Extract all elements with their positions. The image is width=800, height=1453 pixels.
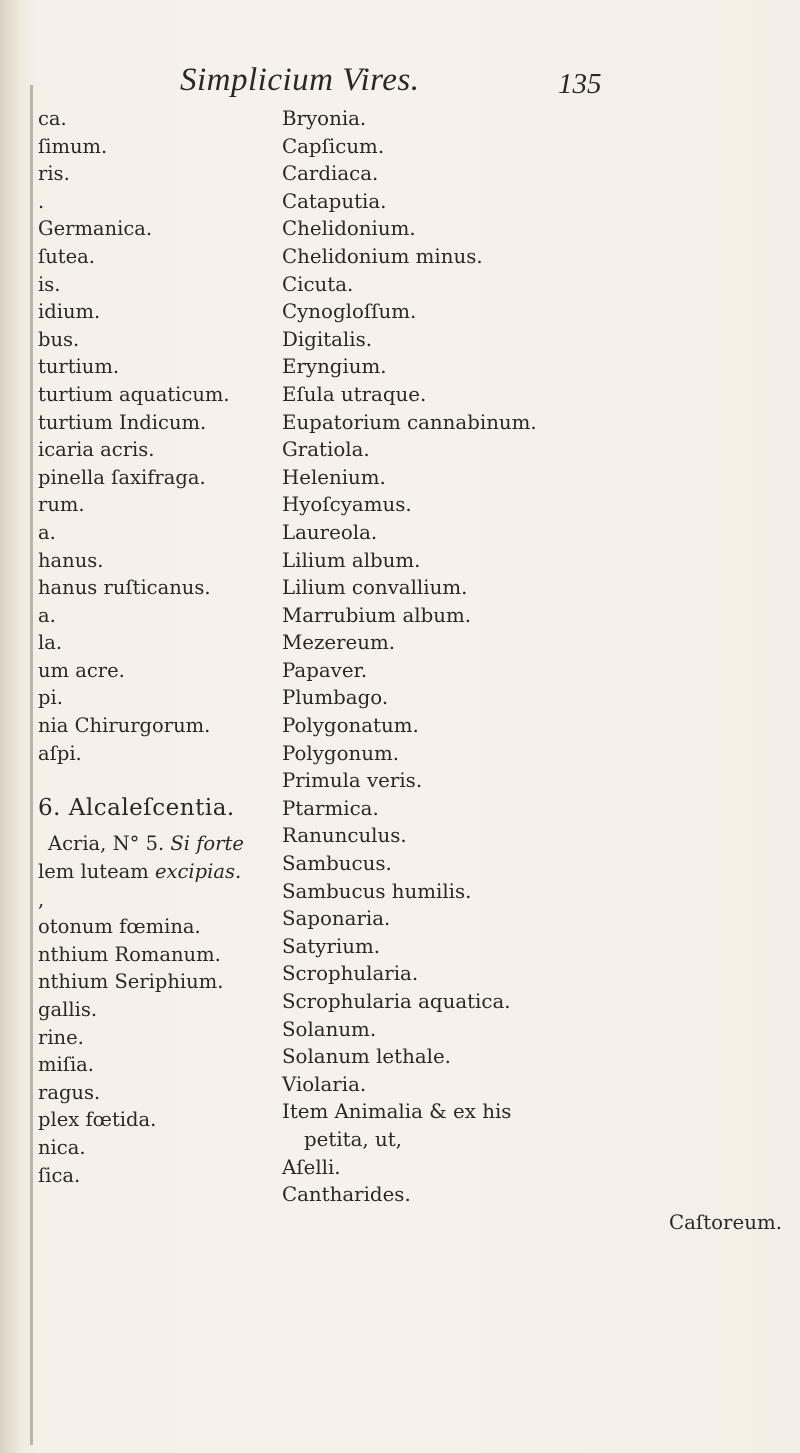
list-item: Satyrium.: [282, 934, 381, 958]
list-item: Eryngium.: [282, 355, 387, 379]
spacer: [38, 822, 278, 830]
list-item: bus.: [38, 327, 80, 351]
page-number: 135: [558, 68, 602, 100]
list-item: Chelidonium.: [282, 217, 416, 241]
list-item: miſia.: [38, 1053, 95, 1077]
list-item: is.: [38, 272, 61, 296]
list-item: la.: [38, 631, 63, 655]
list-item: Polygonatum.: [282, 714, 419, 738]
list-item: Marrubium album.: [282, 603, 472, 627]
list-item: Sambucus.: [282, 852, 392, 876]
list-item: Primula veris.: [282, 769, 423, 793]
list-item: rine.: [38, 1025, 84, 1049]
list-item: idium.: [38, 300, 101, 324]
si-forte-text: Si forte: [170, 832, 244, 856]
list-item: otonum fœmina.: [38, 915, 201, 939]
right-column: [282, 105, 792, 1236]
catchword: Caſtoreum.: [668, 1210, 782, 1234]
list-item: icaria acris.: [38, 438, 155, 462]
list-item: Bryonia.: [282, 107, 367, 130]
list-item: Helenium.: [282, 465, 386, 489]
list-item: Laureola.: [282, 520, 378, 544]
list-item: aſpi.: [38, 741, 82, 765]
list-item: Chelidonium minus.: [282, 244, 483, 268]
list-item: turtium.: [38, 355, 120, 379]
list-item: Polygonum.: [282, 741, 400, 765]
column-rule: [30, 85, 33, 1445]
list-item: ſutea.: [38, 244, 95, 268]
book-gutter: [0, 0, 20, 1453]
list-item: Solanum lethale.: [282, 1045, 451, 1069]
list-item: nia Chirurgorum.: [38, 714, 211, 738]
list-item: Violaria.: [282, 1072, 367, 1096]
list-item: Sambucus humilis.: [282, 879, 472, 903]
list-item: nica.: [38, 1135, 86, 1159]
list-item: Plumbago.: [282, 686, 389, 710]
list-item: .: [38, 189, 45, 213]
list-item: Scrophularia aquatica.: [282, 990, 511, 1013]
list-item: Cantharides.: [282, 1183, 411, 1207]
list-item: turtium Indicum.: [38, 410, 207, 434]
list-item: Capſicum.: [282, 134, 385, 158]
list-item: a.: [38, 520, 56, 544]
list-item: Mezereum.: [282, 631, 396, 655]
list-item: Aſelli.: [282, 1155, 341, 1179]
list-item: nthium Seriphium.: [38, 970, 224, 994]
list-item: Cataputia.: [282, 189, 387, 213]
list-item: [38, 858, 278, 886]
list-item: nthium Romanum.: [38, 942, 221, 966]
list-item: Ranunculus.: [282, 824, 407, 848]
list-item: turtium aquaticum.: [38, 382, 230, 406]
list-item: Solanum.: [282, 1017, 377, 1041]
page-title: Simplicium Vires.: [180, 62, 420, 98]
list-item: ca.: [38, 107, 67, 130]
list-item: Scrophularia.: [282, 962, 419, 986]
list-item: ,: [38, 887, 45, 911]
list-item: ſica.: [38, 1163, 81, 1187]
list-item: [38, 830, 278, 858]
list-item: plex fœtida.: [38, 1108, 157, 1132]
acria-text: Acria, N° 5.: [48, 832, 171, 856]
list-item: Cicuta.: [282, 272, 354, 296]
list-item: Item Animalia & ex his: [282, 1100, 512, 1124]
list-item: hanus.: [38, 548, 104, 572]
lem-luteam-text: lem luteam: [38, 860, 155, 884]
list-item: um acre.: [38, 658, 125, 682]
list-item: Eſula utraque.: [282, 382, 427, 406]
list-item: pinella ſaxifraga.: [38, 465, 206, 489]
section-heading: 6. Alcaleſcentia.: [38, 794, 235, 821]
list-item: Hyoſcyamus.: [282, 493, 412, 517]
list-item: Lilium convallium.: [282, 576, 468, 600]
list-item: gallis.: [38, 998, 98, 1021]
running-head: [0, 0, 800, 100]
list-item: Cardiaca.: [282, 162, 379, 186]
left-column: [38, 105, 278, 1189]
list-item: Ptarmica.: [282, 796, 379, 820]
list-item: rum.: [38, 493, 85, 517]
list-item: Germanica.: [38, 217, 153, 241]
list-item: a.: [38, 603, 56, 627]
list-item: ſimum.: [38, 134, 108, 158]
list-item: Cynogloſſum.: [282, 300, 417, 324]
list-item: hanus ruſticanus.: [38, 576, 211, 600]
blank-line: [38, 767, 278, 795]
list-item: petita, ut,: [304, 1127, 402, 1151]
list-item: pi.: [38, 686, 63, 710]
list-item: Lilium album.: [282, 548, 421, 572]
excipias-text: excipias.: [154, 860, 242, 884]
list-item: ragus.: [38, 1080, 101, 1104]
list-item: Saponaria.: [282, 907, 391, 931]
list-item: Gratiola.: [282, 438, 370, 462]
list-item: Eupatorium cannabinum.: [282, 410, 537, 434]
list-item: Digitalis.: [282, 327, 373, 351]
list-item: Papaver.: [282, 658, 368, 682]
list-item: ris.: [38, 162, 70, 186]
